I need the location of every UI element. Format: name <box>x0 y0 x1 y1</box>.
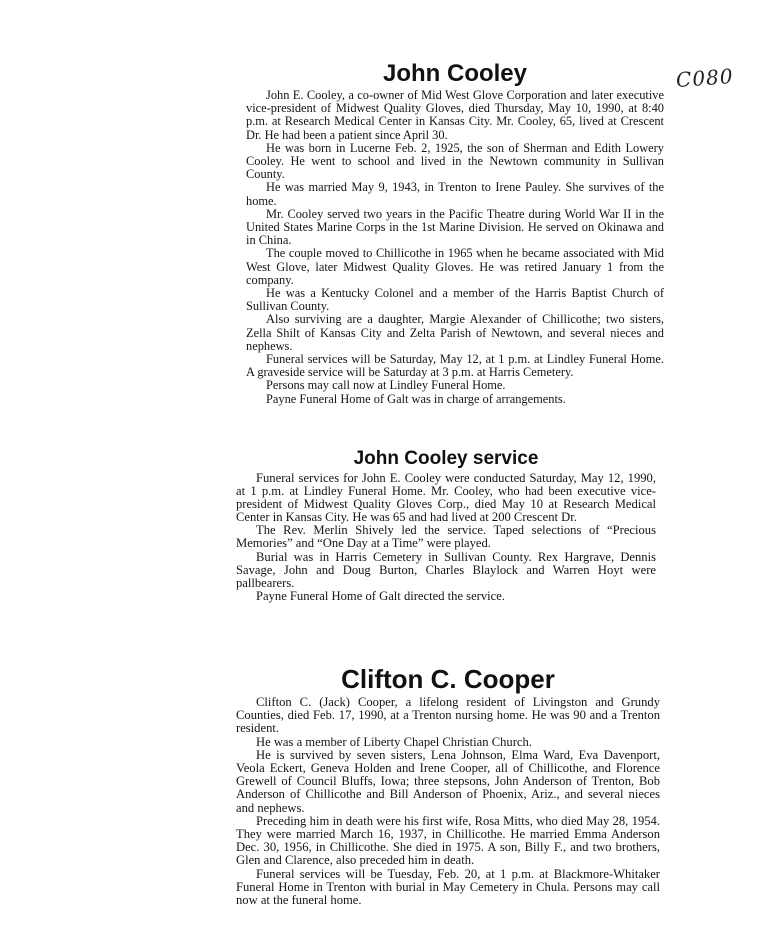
article-paragraph: Preceding him in death were his first wife, Rosa Mitts, who died May 28, 1954. They were married March 16, 1937, in Chillicothe. He married Emma Anderson Dec. 30, 1956, in Chillicothe. She died in 1975. A son, Billy F., and two brothers, Glen and Clarence, also preceded him in death. <box>236 813 660 868</box>
service-notice-john-cooley <box>236 448 656 603</box>
article-paragraph: He was married May 9, 1943, in Trenton to Irene Pauley. She survives of the home. <box>246 180 664 208</box>
article-paragraph: He was a member of Liberty Chapel Christian Church. <box>256 734 532 749</box>
article-paragraph: Funeral services will be Tuesday, Feb. 20, at 1 p.m. at Blackmore-Whitaker Funeral Home in Trenton with burial in May Cemetery in Chula. Persons may call now at the funeral home. <box>236 866 660 908</box>
article-paragraph: John E. Cooley, a co-owner of Mid West Glove Corporation and later executive vice-president of Midwest Quality Gloves, died Thursday, May 10, 1990, at 8:40 p.m. at Research Medical Center in Kansas City. Mr. Cooley, 65, lived at Crescent Dr. He had been a patient since April 30. <box>246 88 664 142</box>
article-paragraph: Clifton C. (Jack) Cooper, a lifelong resident of Livingston and Grundy Counties, died Feb. 17, 1990, at a Trenton nursing home. He was 90 and a Trenton resident. <box>236 695 660 736</box>
article-paragraph: Funeral services will be Saturday, May 12, at 1 p.m. at Lindley Funeral Home. A graveside service will be Saturday at 3 p.m. at Harris Cemetery. <box>246 352 664 380</box>
article-paragraph: He was born in Lucerne Feb. 2, 1925, the son of Sherman and Edith Lowery Cooley. He went to school and lived in the Newtown community in Sullivan County. <box>246 140 664 182</box>
article-paragraph: Payne Funeral Home of Galt directed the service. <box>256 588 505 603</box>
article-paragraph: Also surviving are a daughter, Margie Alexander of Chillicothe; two sisters, Zella Shilt of Kansas City and Zelta Parish of Newtown, and several nieces and nephews. <box>246 312 664 353</box>
article-headline: John Cooley <box>382 60 527 87</box>
article-paragraph: Funeral services for John E. Cooley were conducted Saturday, May 12, 1990, at 1 p.m. at Lindley Funeral Home. Mr. Cooley, who had been executive vice-president of Midwest Quality Gloves Corp., died May 10 at Research Medical Center in Kansas City. He was 65 and had lived at 200 Crescent Dr. <box>236 471 656 525</box>
article-headline: John Cooley service <box>353 448 539 469</box>
article-paragraph: The couple moved to Chillicothe in 1965 when he became associated with Mid West Glove, later Midwest Quality Gloves. He was retired January 1 from the company. <box>246 246 664 287</box>
article-paragraph: The Rev. Merlin Shively led the service. Taped selections of “Precious Memories” and “One Day at a Time” were played. <box>236 523 656 551</box>
obituary-john-cooley <box>246 60 664 406</box>
article-paragraph: He was a Kentucky Colonel and a member of the Harris Baptist Church of Sullivan County. <box>246 286 664 314</box>
article-paragraph: Burial was in Harris Cemetery in Sullivan County. Rex Hargrave, Dennis Savage, John and Doug Burton, Charles Blaylock and Warren Hoyt were pallbearers. <box>236 549 656 590</box>
article-paragraph: Persons may call now at Lindley Funeral Home. <box>266 378 506 393</box>
article-headline: Clifton C. Cooper <box>341 664 555 694</box>
obituary-clifton-cooper <box>236 664 660 907</box>
handwritten-annotation: C080 <box>675 64 735 92</box>
article-paragraph: Payne Funeral Home of Galt was in charge of arrangements. <box>266 391 566 406</box>
article-paragraph: Mr. Cooley served two years in the Pacific Theatre during World War II in the United States Marine Corps in the 1st Marine Division. He served on Okinawa and in China. <box>246 206 664 248</box>
article-paragraph: He is survived by seven sisters, Lena Johnson, Elma Ward, Eva Davenport, Veola Eckert, Geneva Holden and Irene Cooper, all of Chillicothe, and Florence Grewell of Council Bluffs, Iowa; three stepsons, John Anderson of Trenton, Bob Anderson of Chillicothe and Bill Anderson of Phoenix, Ariz., and several nieces and nephews. <box>236 747 660 815</box>
